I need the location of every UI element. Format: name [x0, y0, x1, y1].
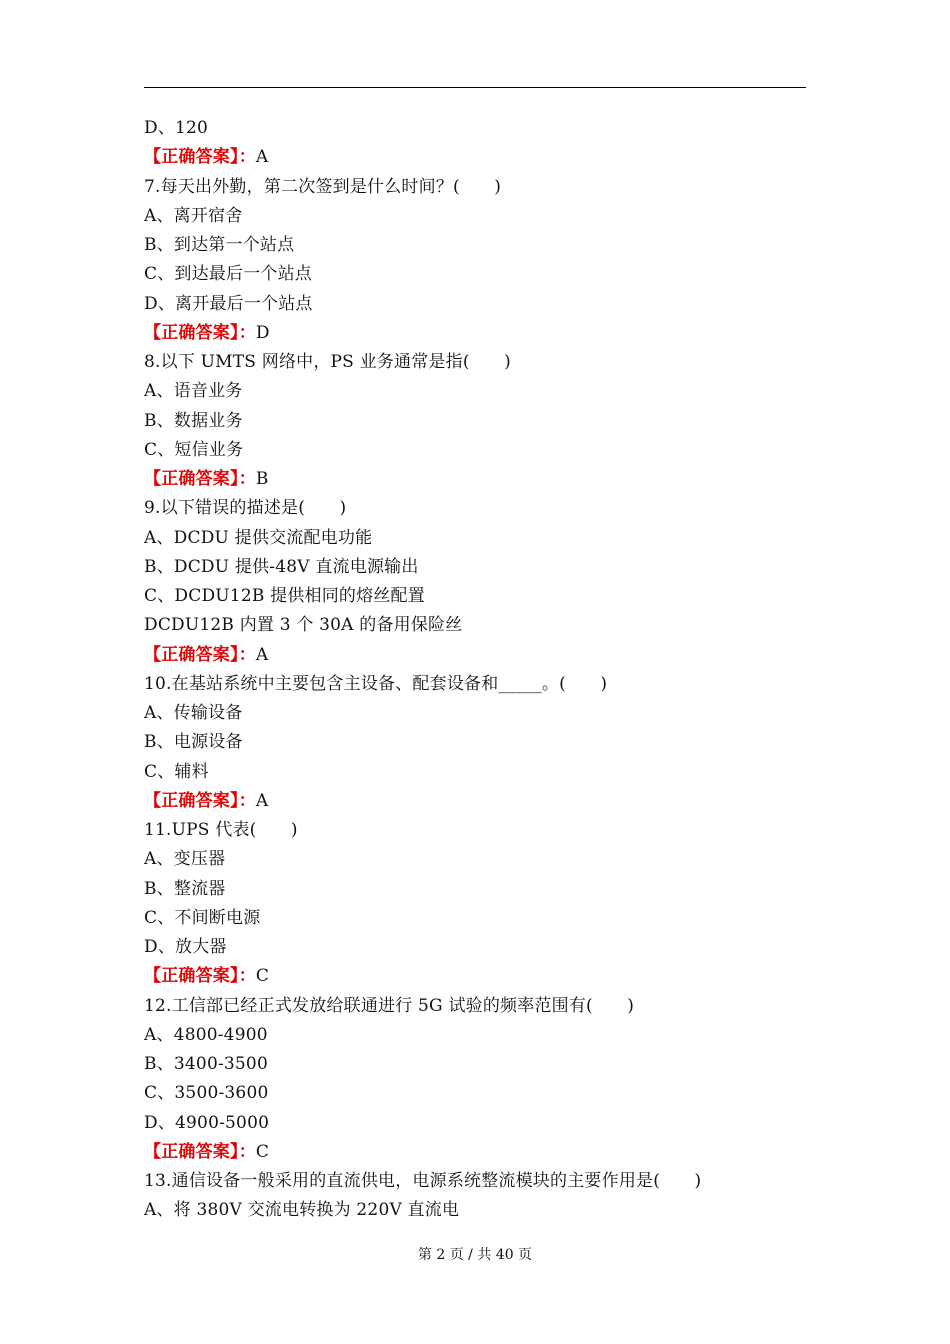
header-rule	[144, 87, 806, 88]
option-line: A、变压器	[144, 849, 226, 870]
option-line: D、4900-5000	[144, 1112, 270, 1133]
option-line: B、数据业务	[144, 410, 243, 431]
option-line: C、3500-3600	[144, 1083, 269, 1104]
option-line: DCDU12B 内置 3 个 30A 的备用保险丝	[144, 615, 463, 636]
option-line: C、辅料	[144, 761, 209, 782]
answer-value: A	[255, 644, 269, 665]
answer-value: C	[255, 966, 270, 987]
answer-value: B	[255, 469, 269, 489]
question-line: 12.工信部已经正式发放给联通进行 5G 试验的频率范围有( )	[144, 995, 635, 1016]
option-line: A、4800-4900	[144, 1024, 268, 1045]
question-line: 11.UPS 代表( )	[144, 820, 298, 840]
answer-line	[144, 143, 806, 172]
answer-label: 【正确答案】：	[144, 147, 256, 168]
option-line: D、放大器	[144, 937, 227, 957]
answer-value: C	[255, 1141, 270, 1162]
answer-value: A	[255, 147, 269, 168]
answer-value: A	[255, 790, 269, 811]
document-body	[144, 114, 806, 1226]
option-line: C、不间断电源	[144, 907, 261, 928]
option-line: D、离开最后一个站点	[144, 293, 313, 314]
answer-value: D	[255, 322, 270, 343]
answer-label: 【正确答案】：	[144, 1141, 256, 1162]
option-line: A、传输设备	[144, 703, 243, 723]
option-line: C、DCDU12B 提供相同的熔丝配置	[144, 586, 425, 606]
answer-label: 【正确答案】：	[144, 790, 256, 811]
question-line: 9.以下错误的描述是( )	[144, 498, 347, 519]
answer-line	[144, 465, 806, 494]
answer-line	[144, 1138, 806, 1167]
option-line: B、DCDU 提供-48V 直流电源输出	[144, 556, 419, 577]
option-line: B、3400-3500	[144, 1054, 268, 1074]
option-line: A、DCDU 提供交流配电功能	[144, 527, 373, 548]
option-line: C、到达最后一个站点	[144, 264, 313, 285]
page-footer: 第 2 页 / 共 40 页	[417, 1247, 533, 1263]
answer-line	[144, 641, 806, 670]
option-line: B、电源设备	[144, 732, 243, 753]
question-line: 8.以下 UMTS 网络中，PS 业务通常是指( )	[144, 352, 511, 372]
answer-label: 【正确答案】：	[144, 322, 256, 343]
answer-label: 【正确答案】：	[144, 966, 256, 987]
option-line: A、将 380V 交流电转换为 220V 直流电	[144, 1200, 460, 1221]
answer-line	[144, 962, 806, 991]
question-line: 7.每天出外勤，第二次签到是什么时间？( )	[144, 176, 502, 197]
option-line: B、到达第一个站点	[144, 235, 295, 255]
answer-line	[144, 787, 806, 816]
answer-label: 【正确答案】：	[144, 469, 256, 489]
answer-line	[144, 319, 806, 348]
question-line: 10.在基站系统中主要包含主设备、配套设备和_____。( )	[144, 673, 608, 694]
option-line: B、整流器	[144, 878, 226, 899]
option-line: D、120	[144, 118, 209, 138]
answer-label: 【正确答案】：	[144, 644, 256, 665]
question-line: 13.通信设备一般采用的直流供电，电源系统整流模块的主要作用是( )	[144, 1171, 702, 1191]
option-line: C、短信业务	[144, 439, 244, 460]
option-line: A、离开宿舍	[144, 205, 243, 226]
option-line: A、语音业务	[144, 381, 243, 402]
